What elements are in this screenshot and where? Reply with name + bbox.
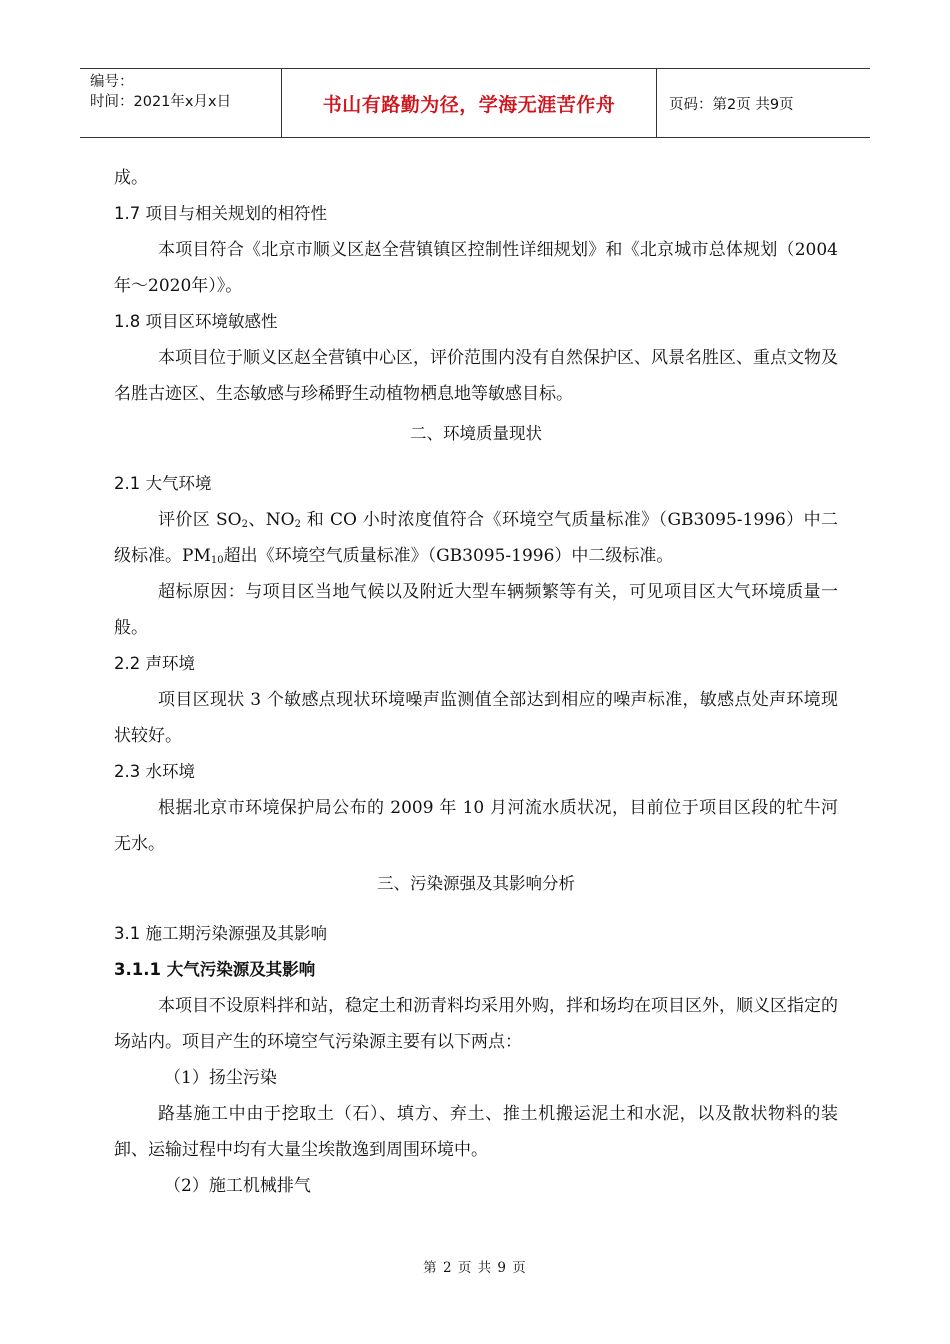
page-footer: 第 2 页 共 9 页 (423, 1260, 527, 1276)
text-run: 、NO (247, 510, 295, 530)
section-text-2-1-reason: 超标原因：与项目区当地气候以及附近大型车辆频繁等有关，可见项目区大气环境质量一般。 (114, 582, 838, 638)
section-text-2-2: 项目区现状 3 个敏感点现状环境噪声监测值全部达到相应的噪声标准，敏感点处声环境现状较好。 (114, 690, 838, 746)
section-title-1-7: 1.7 项目与相关规划的相符性 (114, 204, 327, 223)
section-title-3-1: 3.1 施工期污染源强及其影响 (114, 924, 327, 943)
section-title-1-8: 1.8 项目区环境敏感性 (114, 312, 278, 331)
motto: 书山有路勤为径，学海无涯苦作舟 (282, 69, 657, 137)
subscript: 2 (294, 519, 301, 530)
subscript: 2 (241, 519, 248, 530)
header-left-cell (80, 69, 282, 137)
section-text-2-1 (114, 502, 838, 574)
text-run: 和 CO 小时浓度值符合《环境空气质量标准》（GB3095-1996）中二级标准。PM (114, 510, 838, 566)
section-title-3-1-1: 3.1.1 大气污染源及其影响 (114, 960, 316, 979)
section-text-1-7: 本项目符合《北京市顺义区赵全营镇镇区控制性详细规划》和《北京城市总体规划（2004年～2020年）》。 (114, 240, 838, 296)
section-text-1-8: 本项目位于顺义区赵全营镇中心区，评价范围内没有自然保护区、风景名胜区、重点文物及名胜古迹区、生态敏感与珍稀野生动植物栖息地等敏感目标。 (114, 348, 838, 404)
number-label: 编号： (90, 74, 134, 90)
text-run: 评价区 SO (158, 510, 242, 530)
document-body (114, 160, 838, 1204)
subscript: 10 (210, 555, 224, 566)
page-label: 页码：第2页 共9页 (669, 96, 794, 113)
document-header (80, 68, 870, 138)
list-item-1: （1）扬尘污染 (164, 1068, 277, 1088)
chapter-title-3: 三、污染源强及其影响分析 (377, 874, 575, 893)
section-title-2-1: 2.1 大气环境 (114, 474, 212, 493)
text-run: 超出《环境空气质量标准》（GB3095-1996）中二级标准。 (223, 546, 674, 566)
section-text-3-1-1: 本项目不设原料拌和站，稳定土和沥青料均采用外购，拌和场均在项目区外，顺义区指定的场站内。项目产生的环境空气污染源主要有以下两点： (114, 996, 838, 1052)
list-item-2: （2）施工机械排气 (164, 1176, 311, 1196)
list-item-1-text: 路基施工中由于挖取土（石）、填方、弃土、推土机搬运泥土和水泥，以及散状物料的装卸、运输过程中均有大量尘埃散逸到周围环境中。 (114, 1104, 838, 1160)
section-text-2-3: 根据北京市环境保护局公布的 2009 年 10 月河流水质状况，目前位于项目区段的牤牛河无水。 (114, 798, 838, 854)
section-title-2-3: 2.3 水环境 (114, 762, 195, 781)
chapter-title-2: 二、环境质量现状 (410, 424, 542, 443)
paragraph-continuation: 成。 (114, 168, 148, 188)
section-title-2-2: 2.2 声环境 (114, 654, 195, 673)
time-label: 时间：2021年x月x日 (90, 94, 232, 110)
